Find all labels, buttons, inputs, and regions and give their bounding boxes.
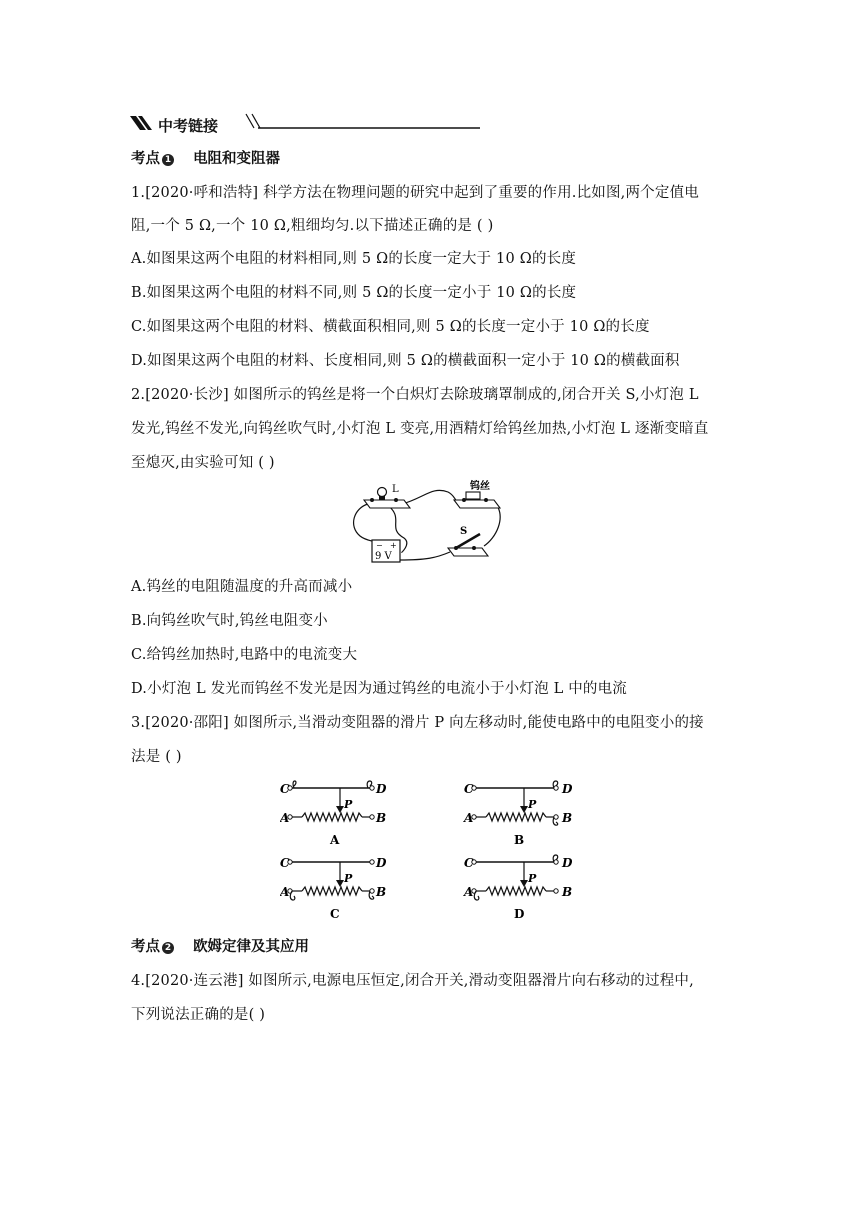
q2-line-1: 2.[2020·长沙] 如图所示的钨丝是将一个白炽灯去除玻璃罩制成的,闭合开关 S,小灯泡 L — [131, 387, 699, 403]
terminal-a-label: A — [464, 885, 474, 899]
battery-minus-label: − — [376, 541, 383, 550]
q1-line-2: 阻,一个 5 Ω,一个 10 Ω,粗细均匀.以下描述正确的是 ( ) — [131, 218, 494, 234]
rheostat-figure-b — [463, 781, 573, 847]
q1-line-1: 1.[2020·呼和浩特] 科学方法在物理问题的研究中起到了重要的作用.比如图,两个定值电 — [131, 185, 699, 201]
battery-plus-label: + — [390, 541, 397, 550]
lamp-bulb-icon — [378, 488, 387, 497]
q3-rheostat-figures — [280, 774, 590, 924]
figure-caption-d: D — [514, 907, 525, 921]
figure-caption-a: A — [330, 833, 340, 847]
terminal-d-label: D — [562, 782, 573, 796]
lamp-label: L — [392, 484, 399, 495]
q2-option-a: A.钨丝的电阻随温度的升高而减小 — [131, 579, 353, 595]
q1-option-b: B.如图果这两个电阻的材料不同,则 5 Ω的长度一定小于 10 Ω的长度 — [131, 285, 577, 301]
section-heading-2 — [131, 935, 309, 956]
section-title: 欧姆定律及其应用 — [193, 939, 310, 955]
section-label: 考点 — [131, 151, 160, 167]
rheostat-figure-a — [280, 781, 387, 847]
terminal-a-label: A — [464, 811, 474, 825]
terminal-c-label: C — [280, 782, 290, 796]
terminal-d-label: D — [376, 782, 387, 796]
tungsten-label: 钨丝 — [470, 481, 490, 492]
slider-p-label: P — [528, 798, 537, 811]
terminal-b-label: B — [376, 885, 387, 899]
q1-option-a: A.如图果这两个电阻的材料相同,则 5 Ω的长度一定大于 10 Ω的长度 — [131, 251, 577, 267]
terminal-c-label: C — [464, 856, 474, 870]
q1-option-c: C.如图果这两个电阻的材料、横截面积相同,则 5 Ω的长度一定小于 10 Ω的长度 — [131, 319, 650, 335]
section-number-badge: 2 — [162, 942, 174, 954]
section-label: 考点 — [131, 939, 160, 955]
terminal-d-label: D — [376, 856, 387, 870]
figure-caption-c: C — [330, 907, 340, 921]
terminal-a-label: A — [280, 885, 290, 899]
section-number-badge: 1 — [162, 154, 174, 166]
switch-label: S — [460, 526, 468, 537]
section-heading-1 — [131, 147, 280, 168]
terminal-b-label: B — [562, 885, 573, 899]
figure-caption-b: B — [514, 833, 525, 847]
q3-line-1: 3.[2020·邵阳] 如图所示,当滑动变阻器的滑片 P 向左移动时,能使电路中的电阻变小的接 — [131, 715, 704, 731]
rheostat-figure-c — [280, 856, 387, 921]
header-title: 中考链接 — [158, 117, 219, 135]
battery-voltage-label: 9 V — [375, 551, 392, 562]
terminal-d-label: D — [562, 856, 573, 870]
terminal-b-label: B — [376, 811, 387, 825]
q2-line-2: 发光,钨丝不发光,向钨丝吹气时,小灯泡 L 变亮,用酒精灯给钨丝加热,小灯泡 L 逐渐变暗直 — [131, 421, 709, 437]
header — [128, 112, 488, 136]
q1-option-d: D.如图果这两个电阻的材料、长度相同,则 5 Ω的横截面积一定小于 10 Ω的横截面积 — [131, 353, 680, 369]
terminal-b-label: B — [562, 811, 573, 825]
section-title: 电阻和变阻器 — [193, 151, 281, 167]
slider-p-label: P — [344, 798, 353, 811]
q2-line-3: 至熄灭,由实验可知 ( ) — [131, 455, 275, 471]
terminal-a-label: A — [280, 811, 290, 825]
header-rule — [240, 112, 480, 134]
q4-line-1: 4.[2020·连云港] 如图所示,电源电压恒定,闭合开关,滑动变阻器滑片向右移动的过程中, — [131, 973, 694, 989]
header-slash-icon — [128, 114, 154, 134]
rheostat-figure-d — [463, 855, 573, 921]
q2-option-d: D.小灯泡 L 发光而钨丝不发光是因为通过钨丝的电流小于小灯泡 L 中的电流 — [131, 681, 628, 697]
q2-circuit-figure — [346, 478, 506, 566]
terminal-c-label: C — [464, 782, 474, 796]
q2-option-c: C.给钨丝加热时,电路中的电流变大 — [131, 647, 358, 663]
terminal-c-label: C — [280, 856, 290, 870]
q2-option-b: B.向钨丝吹气时,钨丝电阻变小 — [131, 613, 328, 629]
slider-p-label: P — [528, 872, 537, 885]
q3-line-2: 法是 ( ) — [131, 749, 182, 765]
q4-line-2: 下列说法正确的是( ) — [131, 1007, 266, 1023]
slider-p-label: P — [344, 872, 353, 885]
